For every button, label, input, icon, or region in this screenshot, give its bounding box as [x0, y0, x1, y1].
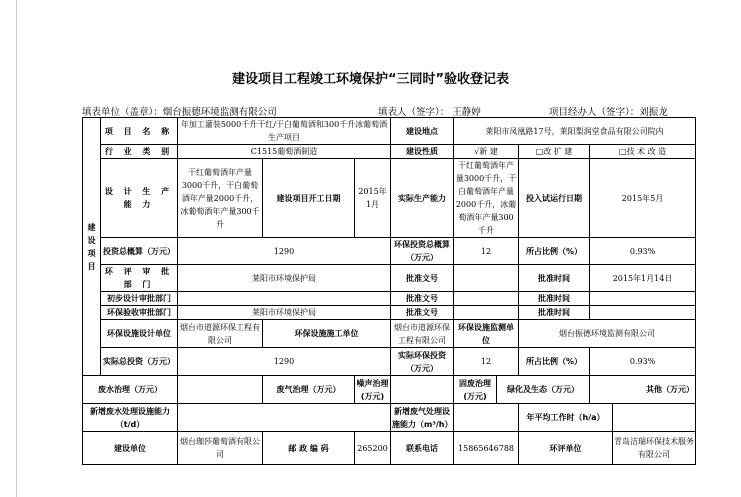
- new-gas-value: [454, 404, 519, 432]
- section-label: 建 设 项 目: [83, 118, 101, 376]
- accept-dept: 莱阳市环境保护局: [178, 306, 391, 320]
- project-name-label: 项 目 名 称: [101, 118, 178, 145]
- eia-doc-no-label: 批准文号: [391, 265, 454, 292]
- new-gas-label: 新增废气处理设施能力（m³/h）: [391, 404, 454, 432]
- industry: C1515葡萄酒制造: [178, 145, 391, 159]
- noise-label: 噪声治理(万元): [355, 376, 391, 404]
- eia-dept: 莱阳市环境保护局: [178, 265, 391, 292]
- start-date-label: 建设项目开工日期: [263, 159, 355, 238]
- accept-time: [590, 306, 696, 320]
- actual-invest: 1290: [178, 348, 391, 376]
- accept-time-label: 批准时间: [519, 306, 590, 320]
- eia-doc-no: [454, 265, 519, 292]
- ratio2: 0.93%: [590, 348, 696, 376]
- location: 莱阳市凤凰路17号，莱阳梨润堂食品有限公司院内: [454, 118, 696, 145]
- prelim-doc-no: [454, 292, 519, 306]
- gas-label: 废气治理（万元）: [263, 376, 355, 404]
- budget: 1290: [178, 238, 391, 265]
- other-label: 其他（万元）: [590, 376, 696, 404]
- eia-time: 2015年1月14日: [590, 265, 696, 292]
- eia-dept-label: 环 评 审 批 部 门: [101, 265, 178, 292]
- new-water-label: 新增废水处理设施能力（t/d）: [83, 404, 178, 432]
- eia-org: 青岛洁瑞环保技术服务有限公司: [613, 432, 696, 465]
- build-unit: 烟台市道源环保工程有限公司: [391, 320, 454, 348]
- nature-tech: □技 术 改 造: [590, 145, 696, 159]
- design-unit: 烟台市道源环保工程有限公司: [178, 320, 263, 348]
- actual-env-label: 实际环保投资（万元）: [391, 348, 454, 376]
- actual-invest-label: 实际总投资（万元）: [101, 348, 178, 376]
- actual-capacity-label: 实际生产能力: [391, 159, 454, 238]
- nature-expand: □改 扩 建: [519, 145, 590, 159]
- prelim-dept: [178, 292, 391, 306]
- water-value: [178, 376, 263, 404]
- hours-value: [613, 404, 696, 432]
- phone: 15865646788: [454, 432, 519, 465]
- hours-label: 年平均工作时（h/a）: [519, 404, 613, 432]
- design-unit-label: 环保设施设计单位: [101, 320, 178, 348]
- ratio-label: 所占比例（%）: [519, 238, 590, 265]
- trial-date-label: 投入试运行日期: [519, 159, 590, 238]
- eia-time-label: 批准时间: [519, 265, 590, 292]
- industry-label: 行 业 类 别: [101, 145, 178, 159]
- ratio: 0.93%: [590, 238, 696, 265]
- project-manager: 项目经办人（签字）：刘振龙: [549, 107, 668, 118]
- budget-label: 投资总概算（万元）: [101, 238, 178, 265]
- ratio2-label: 所占比例（%）: [519, 348, 590, 376]
- start-date: 2015年1月: [355, 159, 391, 238]
- accept-dept-label: 环保验收审批部门: [101, 306, 178, 320]
- env-budget-label: 环保投资总概算（万元）: [391, 238, 454, 265]
- prelim-dept-label: 初步设计审批部门: [101, 292, 178, 306]
- noise-value: [391, 376, 454, 404]
- design-capacity: 干红葡萄酒年产量3000千升，干白葡萄酒年产量2000千升，冰葡萄酒年产量300千升: [178, 159, 263, 238]
- form-title: 建设项目工程竣工环境保护“三同时”验收登记表: [231, 72, 510, 87]
- registration-table: [82, 117, 696, 465]
- env-budget: 12: [454, 238, 519, 265]
- prelim-doc-no-label: 批准文号: [391, 292, 454, 306]
- actual-env: 12: [454, 348, 519, 376]
- nature-new: √新 建: [454, 145, 519, 159]
- new-water-value: [178, 404, 391, 432]
- phone-label: 联系电话: [391, 432, 454, 465]
- solid-label: 固废治理(万元): [454, 376, 497, 404]
- filling-unit: 填表单位（盖章）：烟台振德环境监测有限公司: [82, 107, 277, 118]
- project-name: 年加工灌装5000千升干红/干白葡萄酒和300千升冰葡萄酒生产项目: [178, 118, 391, 145]
- build-unit-label: 环保设施施工单位: [263, 320, 391, 348]
- nature-label: 建设性质: [391, 145, 454, 159]
- actual-capacity: 干红葡萄酒年产量3000千升，干白葡萄酒年产量2000千升，冰葡萄酒年产量300千升: [454, 159, 519, 238]
- trial-date: 2015年5月: [590, 159, 696, 238]
- eia-org-label: 环评单位: [519, 432, 613, 465]
- prelim-time-label: 批准时间: [519, 292, 590, 306]
- water-label: 废水治理（万元）: [83, 376, 178, 404]
- accept-doc-no-label: 批准文号: [391, 306, 454, 320]
- build-org-label: 建设单位: [83, 432, 178, 465]
- zip: 265200: [355, 432, 391, 465]
- green-label: 绿化及生态（万元）: [497, 376, 590, 404]
- location-label: 建设地点: [391, 118, 454, 145]
- design-capacity-label: 设 计 生 产 能 力: [101, 159, 178, 238]
- zip-label: 邮 政 编 码: [263, 432, 355, 465]
- monitor-unit: 烟台振德环境监测有限公司: [519, 320, 696, 348]
- filler-signature: 填表人（签字）： 王静婷: [378, 107, 481, 118]
- prelim-time: [590, 292, 696, 306]
- build-org: 烟台珈莎葡萄酒有限公司: [178, 432, 263, 465]
- monitor-unit-label: 环保设施监测单位: [454, 320, 519, 348]
- accept-doc-no: [454, 306, 519, 320]
